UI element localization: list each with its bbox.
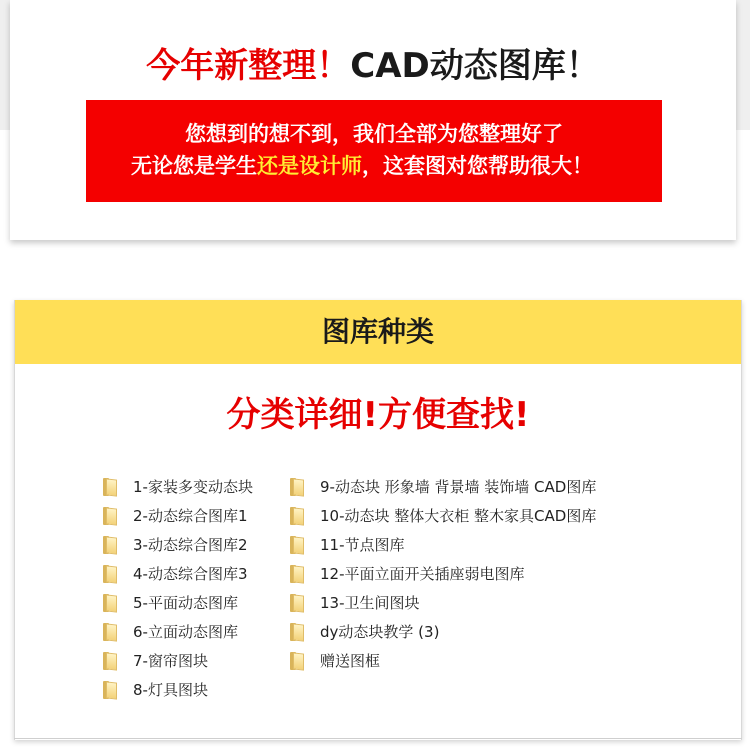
headline-red-text: 今年新整理！ bbox=[146, 46, 351, 86]
folder-icon bbox=[103, 594, 119, 612]
folder-label: 7-窗帘图块 bbox=[133, 652, 208, 670]
bottom-divider bbox=[14, 738, 742, 739]
folder-icon bbox=[290, 652, 306, 670]
folder-label: 8-灯具图块 bbox=[133, 681, 208, 699]
folder-item[interactable] bbox=[290, 472, 596, 501]
promo-card bbox=[10, 0, 736, 240]
folder-label: 6-立面动态图库 bbox=[133, 623, 238, 641]
folder-item[interactable] bbox=[290, 617, 596, 646]
folder-icon bbox=[290, 565, 306, 583]
folder-list-left bbox=[103, 472, 253, 704]
folder-list-right bbox=[290, 472, 596, 675]
folder-icon bbox=[290, 507, 306, 525]
folder-label: 2-动态综合图库1 bbox=[133, 507, 248, 525]
folder-item[interactable] bbox=[103, 559, 253, 588]
folder-icon bbox=[290, 478, 306, 496]
folder-label: 11-节点图库 bbox=[320, 536, 405, 554]
section-title: 图库种类 bbox=[15, 300, 741, 364]
folder-item[interactable] bbox=[290, 530, 596, 559]
folder-label: 1-家装多变动态块 bbox=[133, 478, 253, 496]
folder-icon bbox=[103, 536, 119, 554]
promo-banner bbox=[86, 100, 662, 202]
folder-icon bbox=[103, 623, 119, 641]
folder-icon bbox=[103, 652, 119, 670]
folder-icon bbox=[103, 565, 119, 583]
folder-label: 3-动态综合图库2 bbox=[133, 536, 248, 554]
banner-line-2-start: 无论您是学生 bbox=[131, 154, 257, 178]
banner-line-2 bbox=[74, 152, 650, 180]
folder-icon bbox=[103, 681, 119, 699]
folder-item[interactable] bbox=[103, 646, 253, 675]
library-categories-section bbox=[14, 300, 742, 740]
folder-item[interactable] bbox=[103, 588, 253, 617]
folder-item[interactable] bbox=[290, 559, 596, 588]
banner-line-1: 您想到的想不到，我们全部为您整理好了 bbox=[185, 122, 563, 146]
promo-headline bbox=[10, 42, 736, 90]
folder-icon bbox=[290, 623, 306, 641]
folder-item[interactable] bbox=[103, 530, 253, 559]
folder-item[interactable] bbox=[290, 501, 596, 530]
banner-line-2-end: ，这套图对您帮助很大！ bbox=[362, 154, 593, 178]
folder-label: 13-卫生间图块 bbox=[320, 594, 420, 612]
folder-label: 赠送图框 bbox=[320, 652, 381, 670]
headline-black-text: CAD动态图库！ bbox=[350, 46, 600, 86]
section-subtitle: 分类详细!方便查找! bbox=[226, 395, 530, 435]
folder-label: 9-动态块 形象墙 背景墙 装饰墙 CAD图库 bbox=[320, 478, 597, 496]
folder-label: 10-动态块 整体大衣柜 整木家具CAD图库 bbox=[320, 507, 597, 525]
folder-label: 5-平面动态图库 bbox=[133, 594, 238, 612]
folder-icon bbox=[103, 478, 119, 496]
folder-icon bbox=[103, 507, 119, 525]
folder-icon bbox=[290, 536, 306, 554]
folder-item[interactable] bbox=[290, 588, 596, 617]
folder-item[interactable] bbox=[103, 501, 253, 530]
folder-label: 12-平面立面开关插座弱电图库 bbox=[320, 565, 525, 583]
folder-item[interactable] bbox=[103, 472, 253, 501]
folder-item[interactable] bbox=[103, 617, 253, 646]
folder-label: 4-动态综合图库3 bbox=[133, 565, 248, 583]
banner-highlight-text: 还是设计师 bbox=[257, 154, 362, 178]
folder-icon bbox=[290, 594, 306, 612]
folder-label: dy动态块教学 (3) bbox=[320, 623, 440, 641]
folder-item[interactable] bbox=[103, 675, 253, 704]
folder-item[interactable] bbox=[290, 646, 596, 675]
